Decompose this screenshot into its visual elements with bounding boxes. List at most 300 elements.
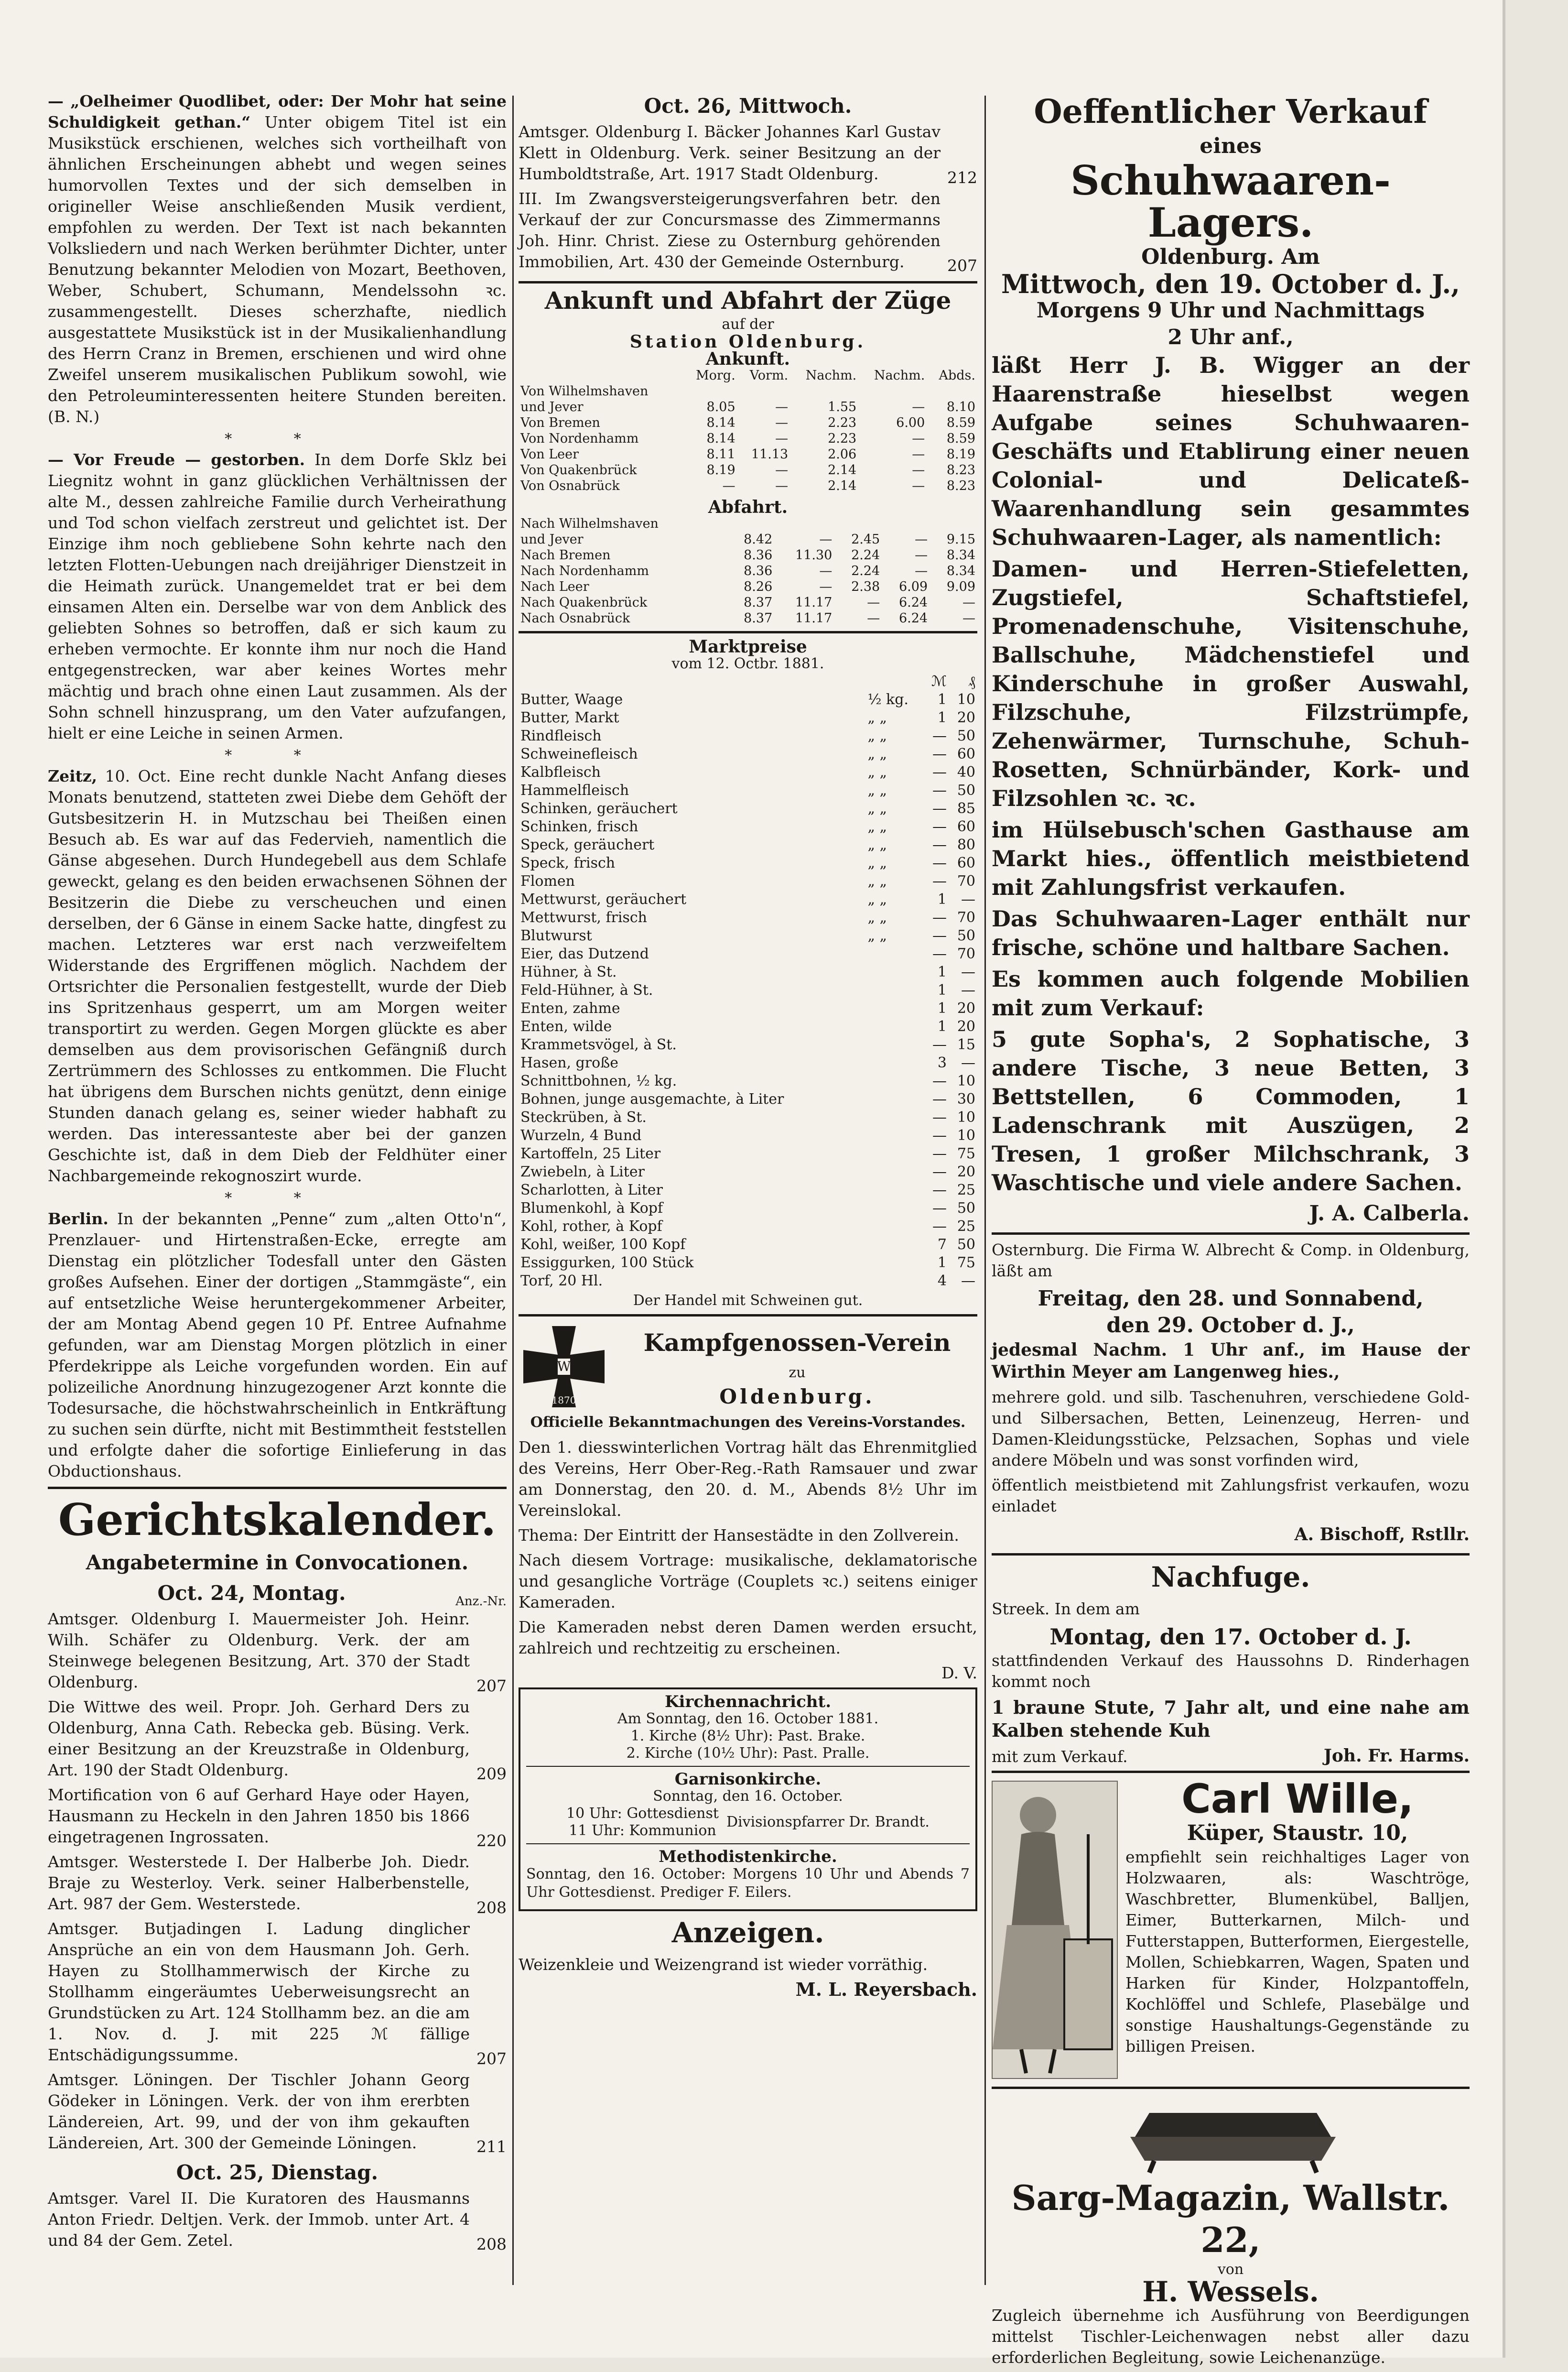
table-cell: Butter, Waage: [520, 691, 623, 708]
table-cell: —: [932, 1182, 947, 1198]
table-cell: —: [932, 1036, 947, 1053]
table-cell: „ „: [867, 764, 887, 781]
anzeigen-text: Weizenkleie und Weizengrand ist wieder vorräthig.: [519, 1955, 928, 1974]
table-cell: 8.34: [946, 564, 975, 578]
table-cell: 2.14: [828, 463, 857, 478]
table-row: [519, 563, 977, 579]
table-cell: Nach Quakenbrück: [520, 595, 648, 610]
table-row: [519, 800, 977, 818]
table-cell: 8.19: [946, 447, 975, 462]
table-cell: —: [819, 579, 833, 594]
table-row: [519, 547, 977, 563]
table-cell: —: [961, 964, 975, 980]
court-entry: [48, 1609, 507, 1697]
court-entry-text: Die Wittwe des weil. Propr. Joh. Gerhard Ders zu Oldenburg, Anna Cath. Rebecka geb. Büsing. Verk. einer Besitzung an der Kreuzstraße in Oldenburg, Art. 190 der Stadt Oldenburg.: [48, 1697, 470, 1779]
table-row: [519, 1145, 977, 1163]
table-header-cell: Nachm.: [874, 368, 925, 383]
table-cell: 2.38: [851, 579, 880, 594]
table-cell: —: [932, 909, 947, 926]
table-cell: —: [915, 548, 928, 563]
date-heading: Oct. 25, Dienstag.: [176, 2161, 378, 2184]
nachfuge-footer: [992, 1746, 1470, 1766]
column-rule-1: [512, 96, 514, 2285]
table-row: [519, 1181, 977, 1199]
box-divider: [526, 1766, 970, 1767]
train-schedule-station: Station Oldenburg.: [629, 332, 866, 352]
table-row: [519, 1054, 977, 1072]
table-row: [519, 1218, 977, 1236]
osternburg-sign: A. Bischoff, Rstllr.: [1294, 1524, 1470, 1545]
table-cell: und Jever: [520, 532, 584, 547]
table-cell: —: [932, 818, 947, 835]
table-cell: —: [961, 1055, 975, 1071]
table-cell: 8.36: [744, 548, 773, 563]
separator-stars: * *: [225, 747, 330, 764]
nachfuge-sign: Joh. Fr. Harms.: [1323, 1746, 1470, 1766]
table-cell: —: [867, 595, 880, 610]
table-cell: Hammelfleisch: [520, 782, 629, 799]
departure-heading: Abfahrt.: [708, 497, 788, 517]
table-cell: 10: [957, 1073, 975, 1089]
table-cell: 6.09: [898, 579, 928, 594]
arrival-heading: Ankunft.: [705, 349, 790, 369]
table-row: [519, 1199, 977, 1218]
table-row: [519, 415, 977, 431]
table-cell: Torf, 20 Hl.: [520, 1273, 603, 1289]
table-row: [519, 1018, 977, 1036]
table-cell: „ „: [867, 782, 887, 799]
table-cell: —: [932, 946, 947, 962]
osternburg-p6: öffentlich meistbietend mit Zahlungsfrist verkaufen, wozu einladet: [992, 1476, 1470, 1515]
table-cell: ½ kg.: [867, 691, 908, 708]
table-cell: Kohl, weißer, 100 Kopf: [520, 1236, 686, 1253]
table-cell: Steckrüben, à St.: [520, 1109, 647, 1126]
verkauf-p1: läßt Herr J. B. Wigger an der Haarenstraße hieselbst wegen Aufgabe seines Schuhwaaren-Geschäfts und Etablirung einer neuen Colonial- und Delicateß-Waarenhandlung sein gesammtes Schuhwaaren-Lager, als namentlich:: [992, 352, 1470, 550]
table-cell: [865, 1072, 923, 1090]
article-berlin: [48, 1208, 507, 1482]
garnison-line: 10 Uhr: Gottesdienst: [566, 1805, 719, 1822]
section-divider: [519, 1314, 977, 1317]
table-cell: [865, 1127, 923, 1145]
section-divider: [992, 1232, 1470, 1235]
table-row: [519, 818, 977, 836]
table-cell: 70: [957, 909, 975, 926]
arrival-table: [519, 368, 977, 494]
table-cell: 1: [937, 691, 947, 708]
table-cell: [882, 516, 930, 532]
table-cell: —: [819, 564, 833, 578]
verein-sign: D. V.: [941, 1664, 977, 1682]
article-title: Berlin.: [48, 1209, 108, 1228]
kirchen-box: [519, 1687, 977, 1911]
table-cell: 8.10: [946, 400, 975, 414]
verkauf-sign: J. A. Calberla.: [1309, 1201, 1470, 1226]
table-cell: Scharlotten, à Liter: [520, 1182, 663, 1198]
table-cell: Blutwurst: [520, 927, 592, 944]
table-cell: —: [932, 1218, 947, 1235]
court-entry-number: 208: [476, 2235, 507, 2253]
table-row: [519, 763, 977, 782]
separator-stars: * *: [225, 1190, 330, 1207]
table-cell: „ „: [867, 709, 887, 726]
table-cell: [834, 516, 882, 532]
table-row: [519, 1109, 977, 1127]
table-cell: 3: [937, 1055, 947, 1071]
osternburg-p1: Osternburg. Die Firma W. Albrecht & Comp. in Oldenburg, läßt am: [992, 1240, 1470, 1280]
table-cell: „ „: [867, 818, 887, 835]
court-entry-number: 211: [476, 2137, 507, 2156]
table-cell: —: [932, 1164, 947, 1180]
table-cell: [865, 1254, 923, 1272]
table-header-cell: [865, 673, 923, 691]
table-cell: 80: [957, 837, 975, 853]
table-cell: 8.36: [744, 564, 773, 578]
table-cell: [930, 516, 977, 532]
table-cell: 11.17: [795, 595, 833, 610]
table-cell: —: [932, 855, 947, 871]
table-cell: —: [932, 1109, 947, 1126]
court-entry-number: 207: [476, 1676, 507, 1695]
table-header-cell: [519, 673, 865, 691]
table-cell: —: [932, 1200, 947, 1217]
table-cell: —: [932, 1127, 947, 1144]
table-cell: 10: [957, 1109, 975, 1126]
table-cell: 8.19: [706, 463, 735, 478]
table-cell: 40: [957, 764, 975, 781]
table-cell: —: [775, 463, 789, 478]
table-header-cell: [519, 368, 683, 383]
table-cell: 75: [957, 1254, 975, 1271]
table-cell: „ „: [867, 728, 887, 744]
sarg-von: von: [1217, 2261, 1244, 2278]
table-cell: Von Bremen: [520, 415, 600, 430]
kirchen-line: 1. Kirche (8½ Uhr): Past. Brake.: [630, 1728, 865, 1744]
nachfuge-p5: mit zum Verkauf.: [992, 1747, 1128, 1766]
table-cell: —: [867, 611, 880, 626]
article-title: Zeitz,: [48, 767, 97, 785]
table-cell: [865, 1272, 923, 1290]
table-header-cell: Nachm.: [805, 368, 857, 383]
table-cell: Speck, frisch: [520, 855, 616, 871]
wille-text: empfiehlt sein reichhaltiges Lager von Holzwaaren, als: Waschtröge, Waschbretter, Blumenkübel, Balljen, Eimer, Butterkarnen, Milch- und Futterstappen, Butterformen, Eiergestelle, Mollen, Schiebkarren, Wagen, Spaten und Harken für Kinder, Holzpantoffeln, Kochlöffel und Schlefe, Plasebälge und sonstige Haushaltungs-Gegenstände zu billigen Preisen.: [1125, 1848, 1470, 2056]
court-entry-number: 207: [476, 2049, 507, 2068]
verkauf-lager: Schuhwaaren-Lagers.: [1071, 157, 1391, 246]
box-divider: [526, 1843, 970, 1844]
table-cell: 1: [937, 982, 947, 999]
table-cell: 8.11: [706, 447, 735, 462]
table-cell: Butter, Markt: [520, 709, 619, 726]
date-heading: Oct. 24, Montag.: [157, 1581, 346, 1605]
article-body: 10. Oct. Eine recht dunkle Nacht Anfang dieses Monats benutzend, statteten zwei Diebe dem Gehöft der Gutsbesitzerin H. in Mutzschau bei Theißen einen Besuch ab. Es war auf das Federvieh, namentlich die Gänse abgesehen. Durch Hundegebell aus dem Schlafe geweckt, gelang es den beiden erwachsenen Söhnen der Besitzerin die Diebe zu verscheuchen und einen derselben, der 6 Gänse in einem Sacke hatte, dingfest zu machen. Letzteres war erst nach verzweifeltem Widerstande des Ergriffenen möglich. Nachdem der Ortsrichter die Personalien festgestellt, wurde der Dieb ins Spritzenhaus gesperrt, um am Morgen weiter transportirt zu werden. Gegen Morgen glückte es aber demselben aus dem provisorischen Gefängniß durch Zertrümmern des Schlosses zu entkommen. Die Flucht hat übrigens dem Burschen nichts genützt, denn einige Stunden danach gelang es, seiner wieder habhaft zu werden. Das interessanteste aber bei der ganzen Geschichte ist, daß in dem Dieb der Feldhüter einer Nachbargemeinde rekognoszirt wurde.: [48, 767, 507, 1185]
garnison-title: Garnisonkirche.: [674, 1770, 822, 1789]
nachfuge-p2: Montag, den 17. October d. J.: [1049, 1624, 1412, 1650]
table-cell: —: [775, 479, 789, 493]
verkauf-title: Oeffentlicher Verkauf: [1034, 93, 1427, 131]
sarg-name: H. Wessels.: [1142, 2275, 1319, 2308]
table-row: [519, 691, 977, 709]
table-cell: —: [775, 431, 789, 446]
garnison-line: Sonntag, den 16. October.: [653, 1788, 843, 1805]
table-cell: Schweinefleisch: [520, 746, 638, 762]
nachfuge-p3: stattfindenden Verkauf des Haussohns D. Rinderhagen kommt noch: [992, 1651, 1470, 1691]
table-cell: —: [932, 927, 947, 944]
table-header-cell: Abds.: [939, 368, 975, 383]
method-text: Sonntag, den 16. October: Morgens 10 Uhr und Abends 7 Uhr Gottesdienst. Prediger F. Eilers.: [526, 1866, 970, 1901]
table-cell: —: [915, 564, 928, 578]
table-cell: 8.23: [946, 463, 975, 478]
table-row: [519, 927, 977, 945]
table-cell: Von Quakenbrück: [520, 463, 637, 478]
table-cell: —: [932, 1091, 947, 1108]
table-cell: 25: [957, 1218, 975, 1235]
table-row: [519, 909, 977, 927]
table-row: [519, 1254, 977, 1272]
table-cell: 8.59: [946, 415, 975, 430]
court-entry: [48, 1918, 507, 2069]
table-cell: 15: [957, 1036, 975, 1053]
verkauf-l3: Morgens 9 Uhr und Nachmittags: [1036, 298, 1425, 323]
table-header-row: [519, 673, 977, 691]
article-title: — Vor Freude — gestorben.: [48, 450, 305, 469]
table-cell: [865, 1000, 923, 1018]
table-cell: „ „: [867, 800, 887, 817]
article-body: In der bekannten „Penne“ zum „alten Otto'n“, Prenzlauer- und Hirtenstraßen-Ecke, erregte am Dienstag ein plötzlicher Todesfall unter den Gästen großes Aufsehen. Einer der dortigen „Stammgäste“, ein auf entsetzliche Weise heruntergekommener Arbeiter, der am Montag Abend gegen 10 Pf. Entree Aufnahme gefunden, war am Dienstag Morgen plötzlich in einer Pferdekrippe als Leiche vorgefunden worden. Ein auf polizeiliche Anordnung hinzugezogener Arzt konnte die Todesursache, die höchstwahrscheinlich in Entkräftung zu suchen sein dürfte, nicht mit Bestimmtheit feststellen und erfolgte daher die sofortige Einlieferung in das Obductionshaus.: [48, 1209, 507, 1480]
table-cell: —: [912, 479, 925, 493]
table-row: [519, 383, 977, 399]
table-row: [519, 595, 977, 610]
table-cell: und Jever: [520, 400, 584, 414]
table-header-cell: Morg.: [695, 368, 735, 383]
sarg-text: Zugleich übernehme ich Ausführung von Beerdigungen mittelst Tischler-Leichenwagen nebst aller dazu erforderlichen Begleitung, sowie Leichenanzüge.: [992, 2306, 1470, 2367]
table-row: [519, 516, 977, 532]
table-cell: [865, 1218, 923, 1236]
table-row: [519, 1236, 977, 1254]
table-cell: 20: [957, 1164, 975, 1180]
table-cell: 8.05: [706, 400, 735, 414]
table-cell: 10: [957, 691, 975, 708]
wille-ad: [992, 1775, 1470, 2082]
table-cell: 11.30: [795, 548, 833, 563]
table-cell: —: [932, 728, 947, 744]
table-row: [519, 891, 977, 909]
table-cell: Von Wilhelmshaven: [520, 384, 649, 399]
verein-p4: Die Kameraden nebst deren Damen werden ersucht, zahlreich und rechtzeitig zu erscheinen.: [519, 1618, 977, 1657]
table-cell: 6.24: [898, 595, 928, 610]
court-entry: [519, 188, 977, 276]
wille-title: Carl Wille,: [1181, 1775, 1414, 1822]
table-cell: 50: [957, 728, 975, 744]
table-cell: Nach Nordenhamm: [520, 564, 649, 578]
market-table: [519, 673, 977, 1290]
table-row: [519, 462, 977, 478]
verkauf-l4: 2 Uhr anf.,: [1168, 325, 1294, 349]
table-cell: Blumenkohl, à Kopf: [520, 1200, 663, 1217]
table-cell: 70: [957, 946, 975, 962]
table-cell: 2.23: [828, 415, 857, 430]
table-cell: Kohl, rother, à Kopf: [520, 1218, 662, 1235]
nachfuge-title: Nachfuge.: [1151, 1561, 1310, 1593]
verein-zu: zu: [789, 1364, 806, 1381]
table-cell: [790, 383, 858, 399]
woman-churning-butter-illustration: [992, 1781, 1118, 2079]
article-oelheimer: [48, 91, 507, 427]
table-row: [519, 1036, 977, 1054]
verein-city: Oldenburg.: [719, 1385, 875, 1408]
table-cell: —: [912, 463, 925, 478]
table-row: [519, 478, 977, 494]
table-cell: [726, 516, 774, 532]
court-entry-text: Mortification von 6 auf Gerhard Haye oder Hayen, Hausmann zu Heckeln in den Jahren 1850 bis 1866 eingetragenen Ingrossaten.: [48, 1785, 470, 1846]
table-row: [519, 981, 977, 1000]
table-cell: —: [912, 447, 925, 462]
table-cell: Flomen: [520, 873, 575, 890]
nachfuge-p1: Streek. In dem am: [992, 1599, 1140, 1618]
table-cell: 1: [937, 1018, 947, 1035]
court-entry: [48, 2188, 507, 2255]
verkauf-p5: Es kommen auch folgende Mobilien mit zum Verkauf:: [992, 966, 1470, 1021]
anzeigen-title: Anzeigen.: [671, 1916, 824, 1949]
cross-letter: W: [557, 1359, 571, 1374]
osternburg-p4: jedesmal Nachm. 1 Uhr anf., im Hause der Wirthin Meyer am Langenweg hies.,: [992, 1340, 1470, 1382]
table-cell: 8.37: [744, 595, 773, 610]
verein-header: [519, 1321, 977, 1412]
garnison-line: 11 Uhr: Kommunion: [569, 1822, 716, 1839]
table-cell: Wurzeln, 4 Bund: [520, 1127, 642, 1144]
section-divider: [992, 2087, 1470, 2089]
court-entry: [519, 121, 977, 188]
table-cell: 8.37: [744, 611, 773, 626]
verkauf-p6: 5 gute Sopha's, 2 Sophatische, 3 andere Tische, 3 neue Betten, 3 Bettstellen, 6 Commoden, 1 Ladenschrank mit Auszügen, 2 Tresen, 1 großer Milchschrank, 3 Waschtische und viele andere Sachen.: [992, 1026, 1470, 1196]
article-title: — „Oelheimer Quodlibet, oder: Der Mohr hat seine Schuldigkeit gethan.“: [48, 92, 507, 131]
table-cell: [865, 1236, 923, 1254]
table-cell: [865, 945, 923, 963]
table-row: [519, 872, 977, 891]
table-cell: —: [932, 764, 947, 781]
column-left: [48, 91, 507, 2255]
table-cell: 30: [957, 1091, 975, 1108]
table-row: [519, 782, 977, 800]
table-cell: [865, 1199, 923, 1218]
table-cell: [683, 383, 737, 399]
table-cell: [865, 1109, 923, 1127]
table-cell: —: [819, 532, 833, 547]
table-cell: 2.24: [851, 548, 880, 563]
section-divider: [992, 1553, 1470, 1556]
table-cell: 50: [957, 1200, 975, 1217]
table-cell: 60: [957, 818, 975, 835]
separator-stars: * *: [225, 431, 330, 447]
table-cell: [737, 383, 790, 399]
table-cell: 50: [957, 927, 975, 944]
table-cell: 70: [957, 873, 975, 890]
table-cell: 6.00: [896, 415, 925, 430]
osternburg-p2: Freitag, den 28. und Sonnabend,: [1038, 1286, 1424, 1311]
table-cell: Zwiebeln, à Liter: [520, 1164, 645, 1180]
verein-p1: Den 1. diesswinterlichen Vortrag hält das Ehrenmitglied des Vereins, Herr Ober-Reg.-Rath Ramsauer und zwar am Donnerstag, den 20. d. M., Abends 8½ Uhr im Vereinslokal.: [519, 1438, 977, 1520]
sarg-title: Sarg-Magazin, Wallstr. 22,: [1011, 2177, 1450, 2260]
column-rule-2: [984, 96, 986, 2285]
section-divider: [519, 631, 977, 633]
table-row: [519, 727, 977, 745]
table-cell: „ „: [867, 927, 887, 944]
table-cell: —: [932, 837, 947, 853]
table-cell: „ „: [867, 909, 887, 926]
garnison-pastor: Divisionspfarrer Dr. Brandt.: [726, 1814, 930, 1830]
table-row: [519, 1000, 977, 1018]
table-cell: —: [775, 415, 789, 430]
table-cell: —: [932, 800, 947, 817]
table-cell: 9.09: [946, 579, 975, 594]
table-cell: 6.24: [898, 611, 928, 626]
verkauf-eines: eines: [1200, 134, 1262, 158]
nachfuge-p4: 1 braune Stute, 7 Jahr alt, und eine nahe am Kalben stehende Kuh: [992, 1697, 1470, 1741]
table-cell: —: [932, 782, 947, 799]
iron-cross-icon: [519, 1321, 609, 1412]
verein-p3: Nach diesem Vortrage: musikalische, deklamatorische und gesangliche Vorträge (Couplets ꝛc.) seitens einiger Kameraden.: [519, 1551, 977, 1611]
verkauf-p4: Das Schuhwaaren-Lager enthält nur frische, schöne und haltbare Sachen.: [992, 906, 1470, 960]
table-cell: [858, 383, 927, 399]
table-cell: Mettwurst, frisch: [520, 909, 648, 926]
table-cell: [865, 1054, 923, 1072]
table-row: [519, 1127, 977, 1145]
court-entry-text: Amtsger. Westerstede I. Der Halberbe Joh. Diedr. Braje zu Westerloy. Verk. seiner Halberbenstelle, Art. 987 der Gem. Westerstede.: [48, 1852, 470, 1913]
article-body: In dem Dorfe Sklz bei Liegnitz wohnt in ganz glücklichen Verhältnissen der alte M., dessen zahlreiche Familie durch Verheirathung und Tod schon vielfach zerstreut und gelichtet ist. Der Einzige ihm noch gebliebene Sohn kehrte nach den letzten Flotten-Uebungen nach dreijähriger Dienstzeit in die Heimath zurück. Unangemeldet trat er bei dem einsamen Alten ein. Derselbe war von dem Anblick des geliebten Sohnes so betroffen, daß er sich kaum zu erheben vermochte. Er konnte ihm nur noch die Hand entgegenstrecken, war aber keines Wortes mehr mächtig und brach ohne einen Laut zusammen. Als der Sohn schnell hinzusprang, um den Vater aufzufangen, hielt er eine Leiche in seinen Armen.: [48, 450, 507, 742]
verein-p2: Thema: Der Eintritt der Hansestädte in den Zollverein.: [519, 1526, 959, 1545]
table-cell: Kalbfleisch: [520, 764, 601, 781]
article-body: Unter obigem Titel ist ein Musikstück erschienen, welches sich vortheilhaft von ähnlichen Erscheinungen abhebt und wegen seines humorvollen Textes und der sich demselben in origineller Weise anschließenden Musik verdient, empfohlen zu werden. Der Text ist nach bekannten Volksliedern und nach Werken berühmter Dichter, unter Benutzung bekannter Melodien von Mozart, Beethoven, Weber, Schubert, Schumann, Mendelssohn ꝛc. zusammengestellt. Dieses scherzhafte, niedlich ausgestattete Musikstück ist in der Musikalienhandlung des Herrn Cranz in Bremen, erschienen und wird ohne Zweifel unserem musikalischen Publikum sowohl, wie den Petroleuminteressenten heitere Stunden bereiten. (B. N.): [48, 113, 507, 426]
table-cell: „ „: [867, 837, 887, 853]
table-cell: 8.34: [946, 548, 975, 563]
osternburg-p5: mehrere gold. und silb. Taschenuhren, verschiedene Gold- und Silbersachen, Betten, Leinenzeug, Herren- und Damen-Kleidungsstücke, Pelzsachen, Sophas und viele andere Möbeln und was sonst vorfinden wird,: [992, 1388, 1470, 1469]
table-cell: Schinken, frisch: [520, 818, 638, 835]
column-right: [992, 91, 1470, 2372]
table-cell: 20: [957, 709, 975, 726]
table-cell: Feld-Hühner, à St.: [520, 982, 653, 999]
table-cell: 11.13: [751, 447, 789, 462]
table-row: [519, 854, 977, 872]
court-entry-text: Amtsger. Varel II. Die Kuratoren des Hausmanns Anton Friedr. Deltjen. Verk. der Immob. unter Art. 4 und 84 der Gem. Zetel.: [48, 2189, 470, 2250]
table-cell: Speck, geräuchert: [520, 837, 655, 853]
table-cell: Rindfleisch: [520, 728, 602, 744]
court-entry-text: Amtsger. Löningen. Der Tischler Johann Georg Gödeker in Löningen. Verk. der von ihm ererbten Ländereien, Art. 99, und der von ihm gekauften Ländereien, Art. 300 der Gemeinde Löningen.: [48, 2070, 470, 2152]
court-entry-number: 209: [476, 1764, 507, 1783]
kirchen-line: 2. Kirche (10½ Uhr): Past. Pralle.: [626, 1745, 870, 1762]
table-cell: —: [932, 1073, 947, 1089]
table-cell: —: [932, 873, 947, 890]
table-cell: Von Osnabrück: [520, 479, 620, 493]
table-cell: Von Leer: [520, 447, 579, 462]
market-date: vom 12. Octbr. 1881.: [671, 655, 824, 672]
table-cell: [865, 1181, 923, 1199]
table-row: [519, 399, 977, 415]
table-cell: —: [915, 532, 928, 547]
table-cell: —: [962, 611, 975, 626]
table-cell: [927, 383, 977, 399]
table-row: [519, 532, 977, 547]
verein-officiel: Officielle Bekanntmachungen des Vereins-Vorstandes.: [530, 1414, 966, 1431]
table-cell: —: [962, 595, 975, 610]
table-cell: 60: [957, 855, 975, 871]
table-cell: 9.15: [946, 532, 975, 547]
kirchen-line: Am Sonntag, den 16. October 1881.: [617, 1710, 879, 1727]
table-cell: 7: [937, 1236, 947, 1253]
date-heading-row: [48, 1578, 507, 1609]
table-cell: 60: [957, 746, 975, 762]
table-row: [519, 1072, 977, 1090]
court-entry: [48, 1697, 507, 1784]
table-cell: 8.14: [706, 431, 735, 446]
table-cell: 8.26: [744, 579, 773, 594]
